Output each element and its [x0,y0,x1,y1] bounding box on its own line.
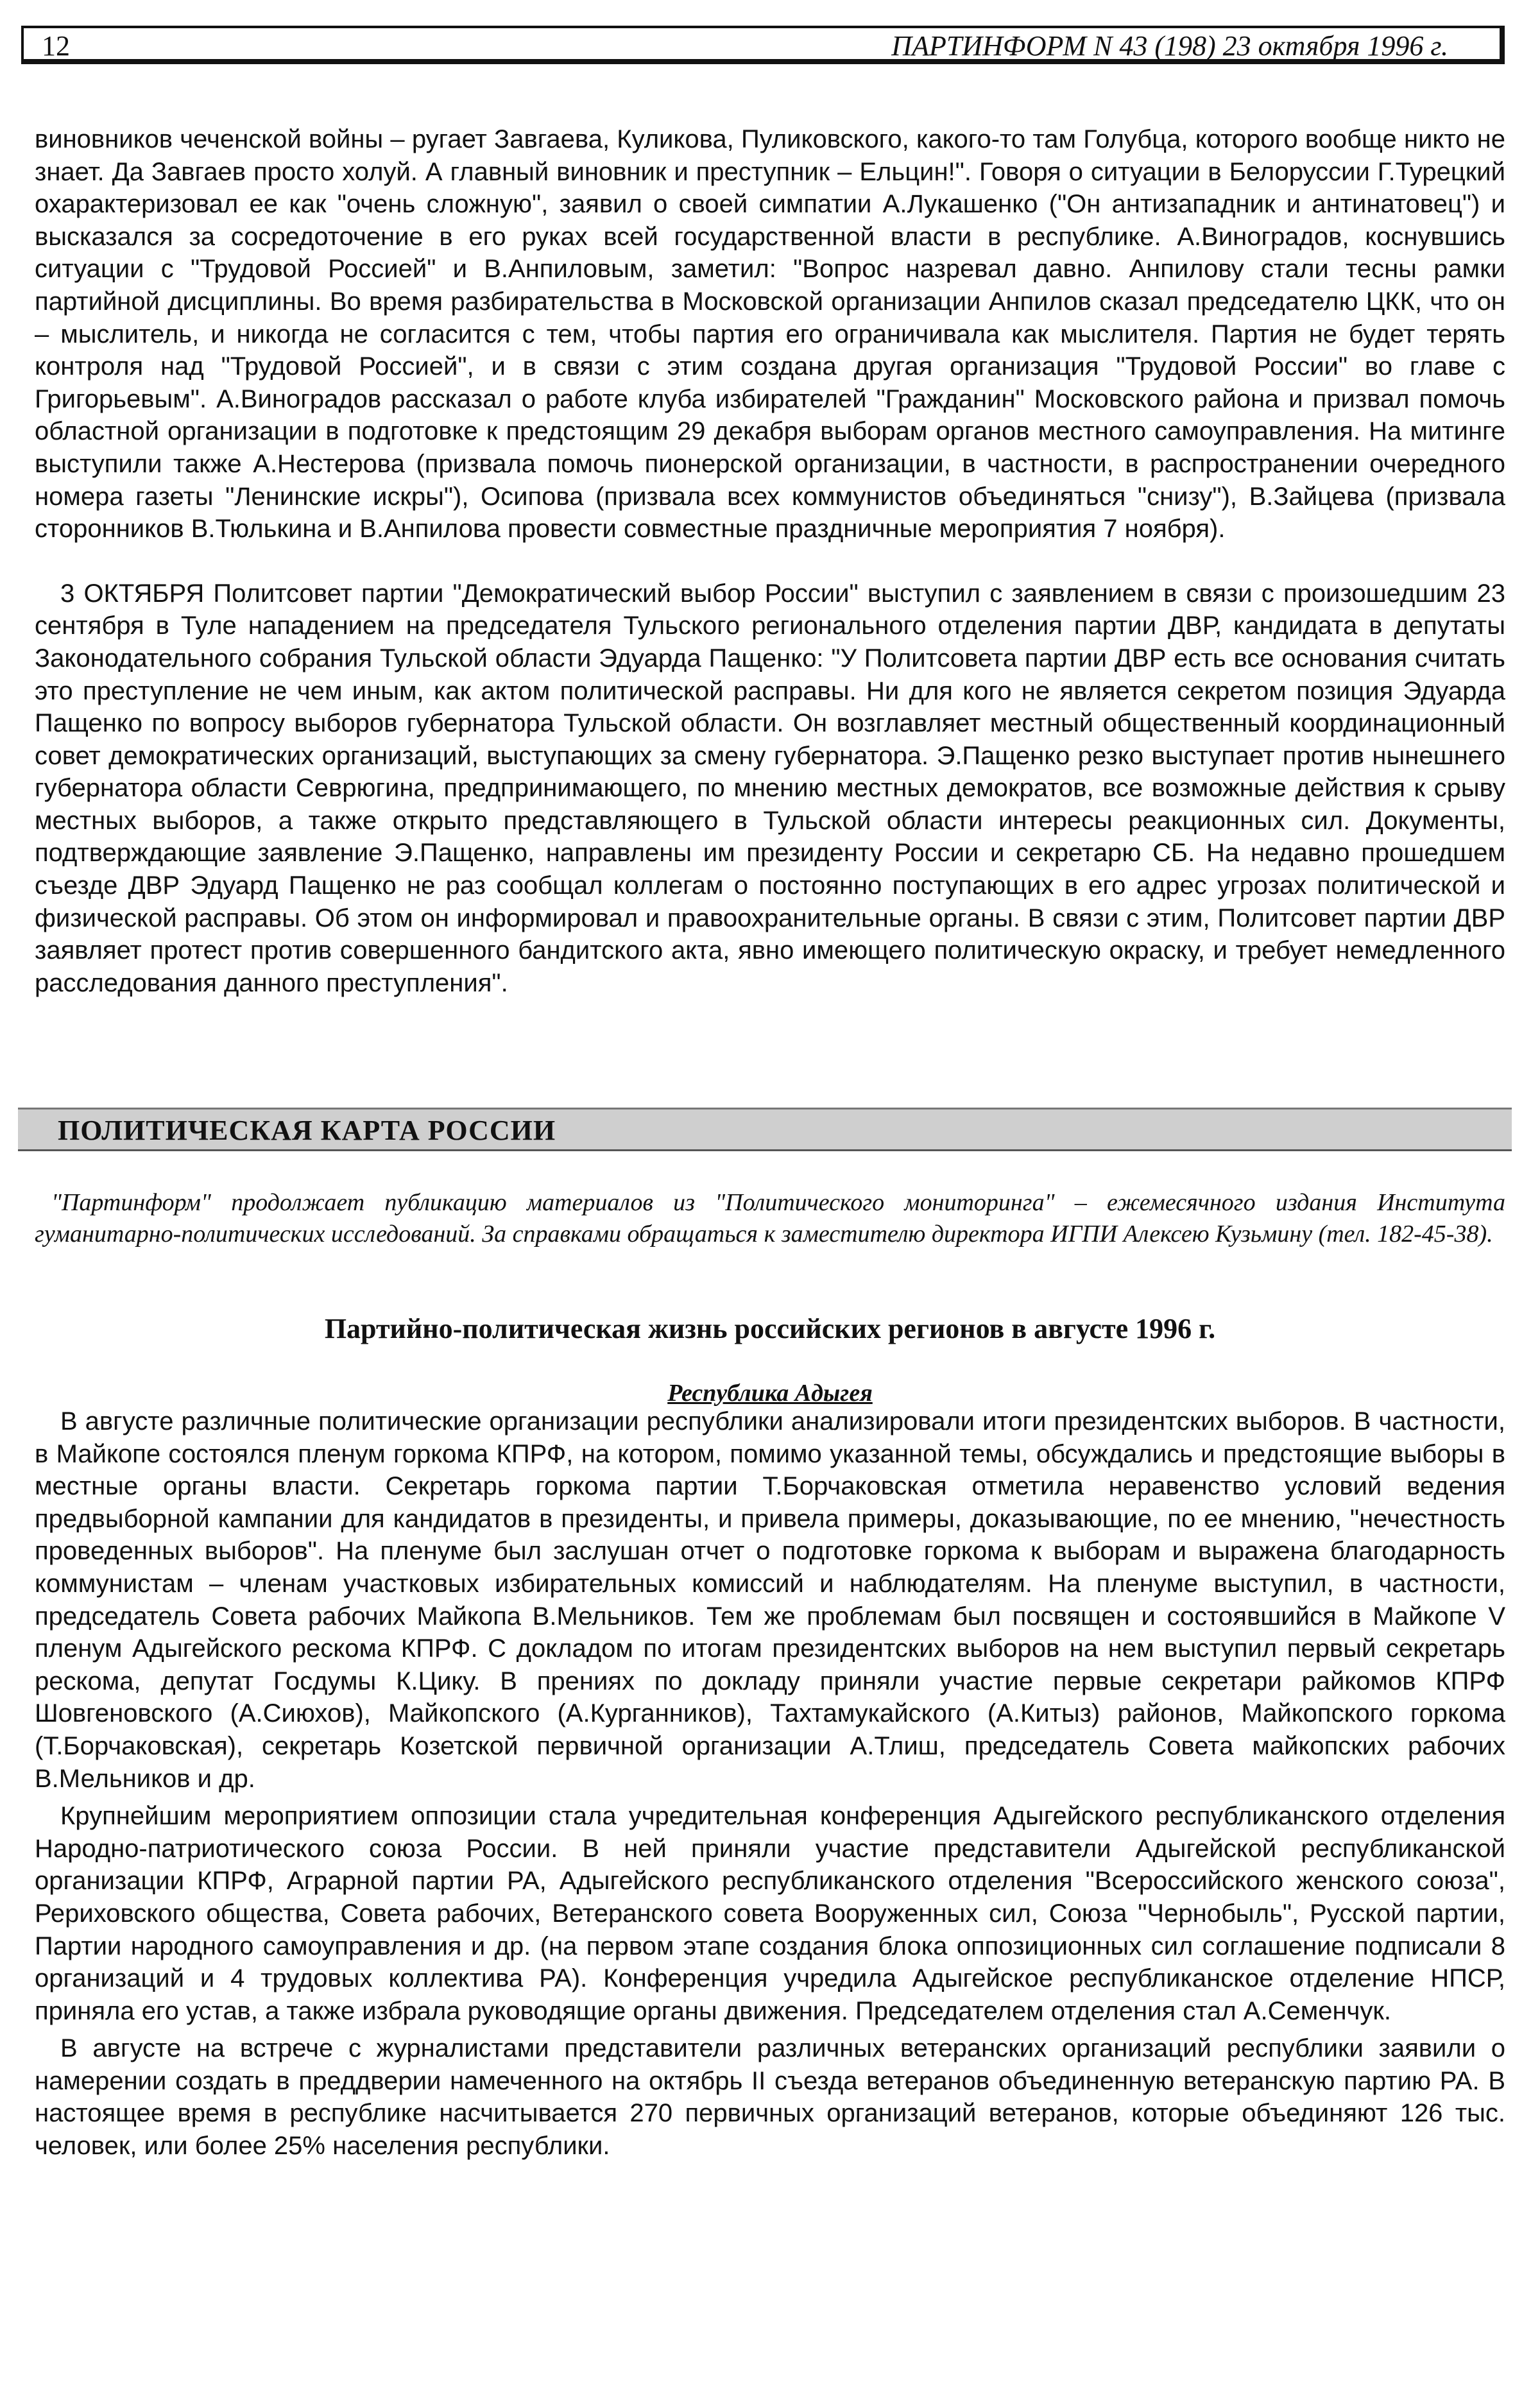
body-paragraph: В августе различные политические организации республики анализировали итоги президентских выборов. В частности, в Майкопе состоялся пленум горкома КПРФ, на котором, помимо указанной темы, обсуждались и предстоящие выборы в местные органы власти. Секретарь горкома партии Т.Борчаковская отметила неравенство условий ведения предвыборной кампании для кандидатов в президенты, и привела примеры, доказывающие, по ее мнению, "нечестность проведенных выборов". На пленуме был заслушан отчет о подготовке горкома к выборам и выражена благодарность коммунистам – членам участковых избирательных комиссий и наблюдателям. На пленуме выступил, в частности, председатель Совета рабочих Майкопа В.Мельников. Тем же проблемам был посвящен и состоявшийся в Майкопе V пленум Адыгейского рескома КПРФ. С докладом по итогам президентских выборов на нем выступил первый секретарь рескома, депутат Госдумы К.Цику. В прениях по докладу приняли участие первые секретари райкомов КПРФ Шовгеновского (А.Сиюхов), Майкопского (А.Курганников), Тахтамукайского (А.Китыз) районов, Майкопского горкома (Т.Борчаковская), секретарь Козетской первичной организации А.Тлиш, председатель Совета майкопских рабочих В.Мельников и др. [35,1407,1505,1793]
article-body [35,1405,1505,2163]
body-paragraph: Крупнейшим мероприятием оппозиции стала учредительная конференция Адыгейского республиканского отделения Народно-патриотического союза России. В ней приняли участие представители Адыгейской республиканской организации КПРФ, Аграрной партии РА, Адыгейского республиканского отделения "Всероссийского женского союза", Рериховского общества, Совета рабочих, Ветеранского совета Вооруженных сил, Союза "Чернобыль", Русской партии, Партии народного самоуправления и др. (на первом этапе создания блока оппозиционных сил соглашение подписали 8 организаций и 4 трудовых коллектива РА). Конференция учредила Адыгейское республиканское отделение НПСР, приняла его устав, а также избрала руководящие органы движения. Председателем отделения стал А.Семенчук. [35,1802,1505,2025]
page-header [21,26,1505,64]
section-intro: "Партинформ" продолжает публикацию материалов из "Политического мониторинга" – ежемесячного издания Института гуманитарно-политических исследований. За справками обращаться к заместителю директора ИГПИ Алексею Кузьмину (тел. 182-45-38). [35,1189,1505,1247]
paragraph-dvr-statement: 3 ОКТЯБРЯ Политсовет партии "Демократический выбор России" выступил с заявлением в связи с произошедшим 23 сентября в Туле нападением на председателя Тульского регионального отделения партии ДВР, кандидата в депутаты Законодательного собрания Тульской области Эдуарда Пащенко: "У Политсовета партии ДВР есть все основания считать это преступление не чем иным, как актом политической расправы. Ни для кого не является секретом позиция Эдуарда Пащенко по вопросу выборов губернатора Тульской области. Он возглавляет местный общественный координационный совет демократических организаций, выступающих за смену губернатора. Э.Пащенко резко выступает против нынешнего губернатора области Севрюгина, предпринимающего, по мнению местных демократов, все возможные действия к срыву местных выборов, а также открыто представляющего в Тульской области интересы реакционных сил. Документы, подтверждающие заявление Э.Пащенко, направлены им президенту России и секретарю СБ. На недавно прошедшем съезде ДВР Эдуард Пащенко не раз сообщал коллегам о постоянно поступающих в его адрес угрозах политической и физической расправы. Об этом он информировал и правоохранительные органы. В связи с этим, Политсовет партии ДВР заявляет протест против совершенного бандитского акта, явно имеющего политическую окраску, и требует немедленного расследования данного преступления". [35,579,1505,997]
section-title: ПОЛИТИЧЕСКАЯ КАРТА РОССИИ [58,1115,556,1146]
section-banner [18,1108,1512,1151]
page-number: 12 [42,30,70,62]
region-title: Республика Адыгея [667,1380,873,1407]
body-paragraph: В августе на встрече с журналистами представители различных ветеранских организаций республики заявили о намерении создать в преддверии намеченного на октябрь II съезда ветеранов объединенную ветеранскую партию РА. В настоящее время в республике насчитывается 270 первичных организаций ветеранов, которые объединяют 126 тыс. человек, или более 25% населения республики. [35,2034,1505,2161]
article-title: Партийно-политическая жизнь российских регионов в августе 1996 г. [324,1313,1216,1344]
issue-info: ПАРТИНФОРМ N 43 (198) 23 октября 1996 г. [891,30,1448,62]
article-continuation [35,123,1505,999]
paragraph-continuation: виновников чеченской войны – ругает Завгаева, Куликова, Пуликовского, какого-то там Голубца, которого вообще никто не знает. Да Завгаев просто холуй. А главный виновник и преступник – Ельцин!". Говоря о ситуации в Белоруссии Г.Турецкий охарактеризовал ее как "очень сложную", заявил о своей симпатии А.Лукашенко ("Он антизападник и антинатовец") и высказался за сосредоточение в его руках всей государственной власти в республике. А.Виноградов, коснувшись ситуации с "Трудовой Россией" и В.Анпиловым, заметил: "Вопрос назревал давно. Анпилову стали тесны рамки партийной дисциплины. Во время разбирательства в Московской организации Анпилов сказал председателю ЦКК, что он – мыслитель, и никогда не согласится с тем, чтобы партия его ограничивала как мыслителя. Партия не будет терять контроля над "Трудовой Россией", и в связи с этим создана другая организация "Трудовой России" во главе с Григорьевым". А.Виноградов рассказал о работе клуба избирателей "Гражданин" Московского района и призвал помочь областной организации в подготовке к предстоящим 29 декабря выборам органов местного самоуправления. На митинге выступили также А.Нестерова (призвала помочь пионерской организации, в частности, в распространении очередного номера газеты "Ленинские искры"), Осипова (призвала всех коммунистов объединяться "снизу"), В.Зайцева (призвала сторонников В.Тюлькина и В.Анпилова провести совместные праздничные мероприятия 7 ноября). [35,125,1505,544]
